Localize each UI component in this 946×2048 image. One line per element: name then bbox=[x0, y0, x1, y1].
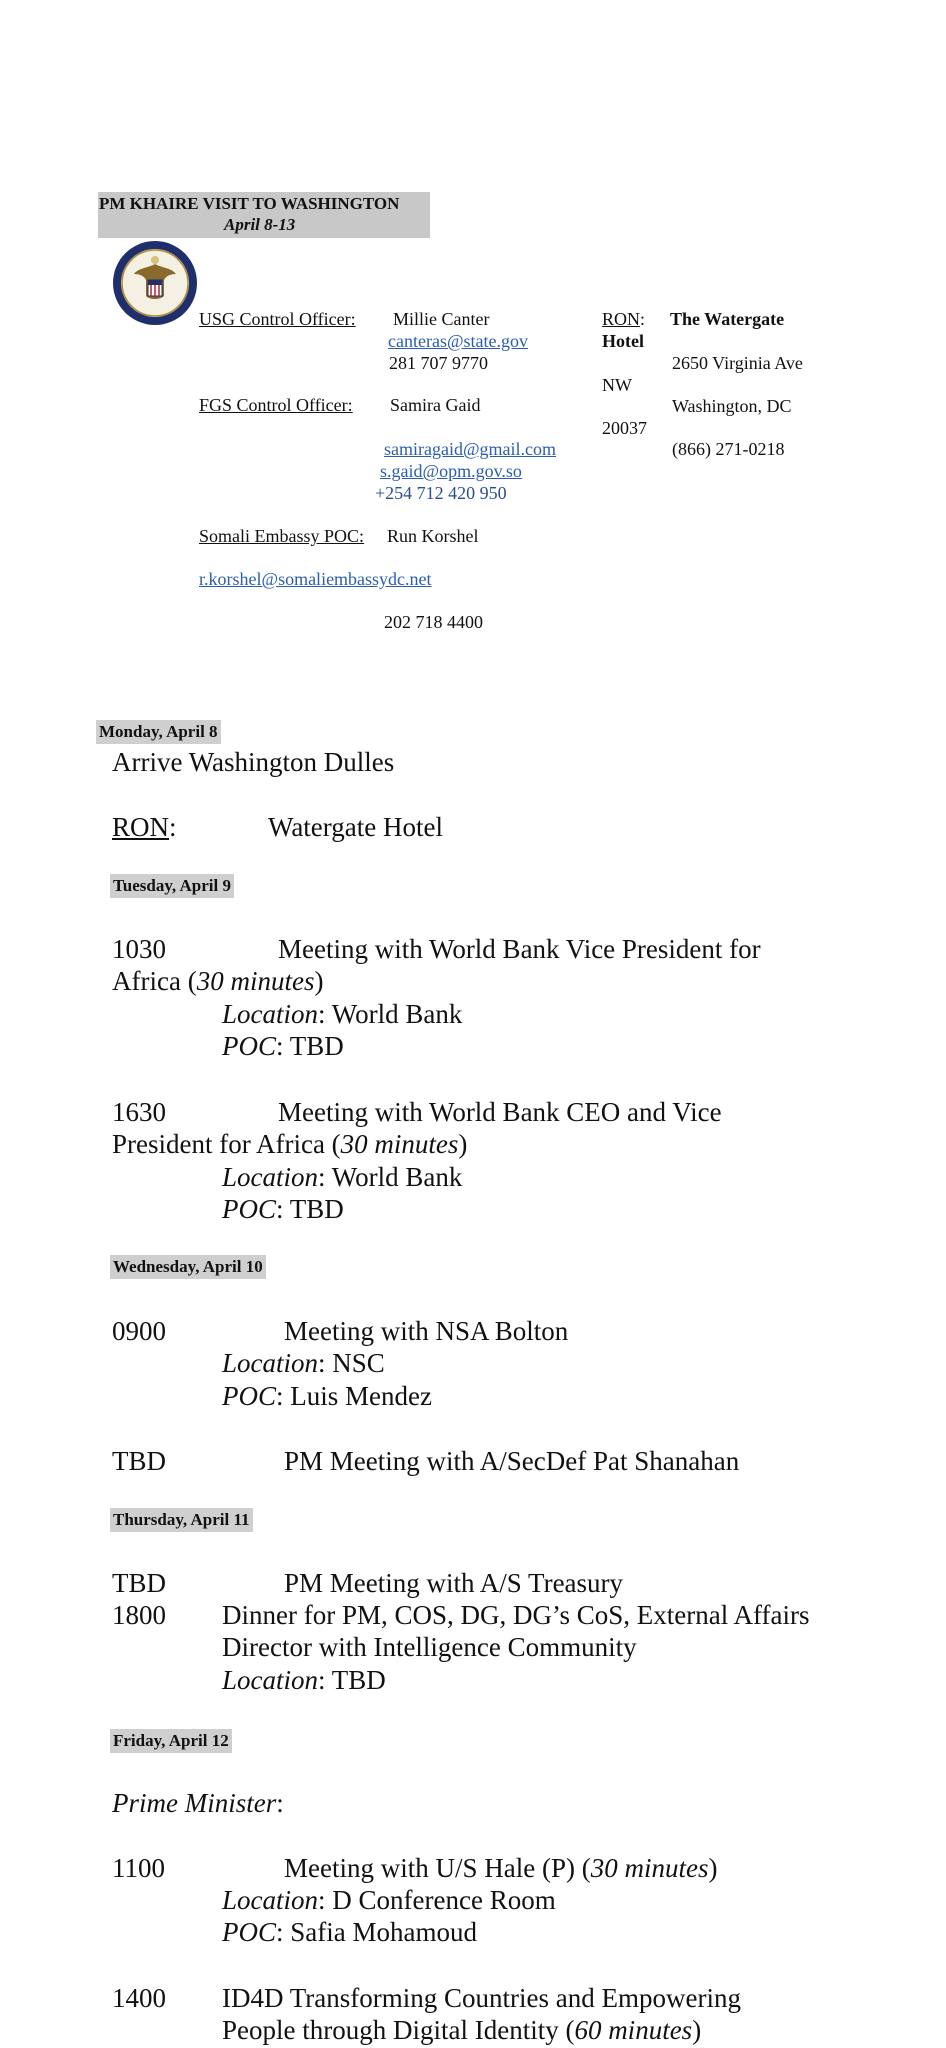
thursday-event-2-title-b: Director with Intelligence Community bbox=[222, 1632, 637, 1662]
friday-heading-colon: : bbox=[276, 1788, 284, 1818]
thursday-event-1-time: TBD bbox=[112, 1568, 166, 1598]
wednesday-event-1-poc bbox=[222, 1381, 432, 1412]
monday-ron-label bbox=[112, 812, 177, 843]
friday-event-2-title-b bbox=[222, 2015, 701, 2046]
tuesday-event-1-time: 1030 bbox=[112, 934, 166, 964]
tuesday-event-1-title-b bbox=[112, 966, 323, 997]
tuesday-event-1-poc bbox=[222, 1031, 344, 1062]
usg-control-officer-name: Millie Canter bbox=[393, 309, 490, 329]
tuesday-event-2-location-value: : World Bank bbox=[318, 1162, 463, 1192]
friday-event-2-duration: 60 minutes bbox=[574, 2015, 693, 2045]
tuesday-event-2-poc bbox=[222, 1194, 344, 1225]
tuesday-event-2-time: 1630 bbox=[112, 1097, 166, 1127]
embassy-poc-name: Run Korshel bbox=[387, 526, 479, 546]
fgs-control-officer-email-1[interactable]: samiragaid@gmail.com bbox=[384, 439, 557, 459]
friday-event-1-poc-label: POC bbox=[222, 1917, 276, 1947]
friday-event-1-title bbox=[284, 1853, 717, 1884]
tuesday-event-1-location-label: Location bbox=[222, 999, 319, 1029]
thursday-event-2-location-label: Location bbox=[222, 1665, 319, 1695]
friday-heading-text: Prime Minister bbox=[112, 1788, 277, 1818]
wednesday-event-2-time: TBD bbox=[112, 1446, 166, 1476]
embassy-poc-email[interactable]: r.korshel@somaliembassydc.net bbox=[199, 569, 432, 589]
tuesday-event-2-duration: 30 minutes bbox=[340, 1129, 459, 1159]
monday-ron-value: Watergate Hotel bbox=[268, 812, 443, 842]
thursday-event-2-title-a: Dinner for PM, COS, DG, DG’s CoS, External Affairs bbox=[222, 1600, 810, 1630]
usg-control-officer-email[interactable]: canteras@state.gov bbox=[388, 331, 529, 351]
wednesday-event-1-poc-label: POC bbox=[222, 1381, 276, 1411]
friday-event-1-title-a: Meeting with U/S Hale (P) ( bbox=[284, 1853, 591, 1883]
tuesday-event-2-location-label: Location bbox=[222, 1162, 319, 1192]
day-heading-monday: Monday, April 8 bbox=[96, 720, 221, 744]
tuesday-event-2-title-c: ) bbox=[458, 1129, 468, 1159]
ron-zip: 20037 bbox=[602, 418, 647, 438]
friday-event-1-location bbox=[222, 1885, 556, 1916]
day-heading-friday: Friday, April 12 bbox=[110, 1729, 232, 1753]
usg-control-officer-label: USG Control Officer: bbox=[199, 309, 356, 329]
tuesday-event-1-title-c: ) bbox=[314, 966, 324, 996]
friday-heading bbox=[112, 1788, 284, 1819]
ron-phone: (866) 271-0218 bbox=[672, 439, 785, 459]
fgs-control-officer-label: FGS Control Officer: bbox=[199, 395, 353, 415]
ron-hotel-name-1: The Watergate bbox=[670, 309, 785, 329]
friday-event-2-title-b-text: People through Digital Identity ( bbox=[222, 2015, 575, 2045]
ron-address-line-2: Washington, DC bbox=[672, 396, 792, 416]
thursday-event-2-location-value: : TBD bbox=[318, 1665, 386, 1695]
day-heading-wednesday: Wednesday, April 10 bbox=[110, 1255, 266, 1279]
thursday-event-1-title: PM Meeting with A/S Treasury bbox=[284, 1568, 624, 1598]
ron-label-colon: : bbox=[640, 309, 646, 329]
friday-event-1-time: 1100 bbox=[112, 1853, 165, 1883]
wednesday-event-1-location-value: : NSC bbox=[318, 1348, 385, 1378]
wednesday-event-1-title: Meeting with NSA Bolton bbox=[284, 1316, 569, 1346]
page-dates: April 8-13 bbox=[224, 215, 296, 234]
tuesday-event-1-location bbox=[222, 999, 462, 1030]
tuesday-event-2-title-a: Meeting with World Bank CEO and Vice bbox=[278, 1097, 722, 1127]
wednesday-event-1-time: 0900 bbox=[112, 1316, 166, 1346]
fgs-control-officer-email-2[interactable]: s.gaid@opm.gov.so bbox=[380, 461, 522, 481]
ron-label: RON bbox=[602, 309, 641, 329]
embassy-poc-label: Somali Embassy POC: bbox=[199, 526, 365, 546]
wednesday-event-1-location bbox=[222, 1348, 385, 1379]
tuesday-event-2-poc-value: : TBD bbox=[276, 1194, 344, 1224]
tuesday-event-1-title-b-text: Africa ( bbox=[112, 966, 197, 996]
fgs-control-officer-phone: +254 712 420 950 bbox=[375, 483, 507, 503]
tuesday-event-1-poc-value: : TBD bbox=[276, 1031, 344, 1061]
monday-ron-label-text: RON bbox=[112, 812, 170, 842]
friday-event-1-location-label: Location bbox=[222, 1885, 319, 1915]
usg-control-officer-phone: 281 707 9770 bbox=[389, 353, 488, 373]
wednesday-event-1-poc-value: : Luis Mendez bbox=[276, 1381, 432, 1411]
friday-event-1-poc-value: : Safia Mohamoud bbox=[276, 1917, 477, 1947]
friday-event-2-title-a: ID4D Transforming Countries and Empowering bbox=[222, 1983, 741, 2013]
ron-address-line-1b: NW bbox=[602, 375, 632, 395]
tuesday-event-1-location-value: : World Bank bbox=[318, 999, 463, 1029]
tuesday-event-2-title-b bbox=[112, 1129, 467, 1160]
tuesday-event-1-title-a: Meeting with World Bank Vice President for bbox=[278, 934, 761, 964]
monday-ron-colon: : bbox=[169, 812, 177, 842]
wednesday-event-1-location-label: Location bbox=[222, 1348, 319, 1378]
thursday-event-2-location bbox=[222, 1665, 386, 1696]
tuesday-event-2-location bbox=[222, 1162, 462, 1193]
thursday-event-2-time: 1800 bbox=[112, 1600, 166, 1630]
fgs-control-officer-name: Samira Gaid bbox=[390, 395, 481, 415]
state-department-seal-icon bbox=[112, 240, 198, 326]
ron-hotel-name-2: Hotel bbox=[602, 331, 644, 351]
embassy-poc-phone: 202 718 4400 bbox=[384, 612, 483, 632]
ron-label-line bbox=[602, 309, 645, 330]
monday-arrive: Arrive Washington Dulles bbox=[112, 747, 395, 777]
friday-event-2-title-c: ) bbox=[692, 2015, 702, 2045]
day-heading-tuesday: Tuesday, April 9 bbox=[110, 874, 234, 898]
friday-event-1-poc bbox=[222, 1917, 477, 1948]
day-heading-thursday: Thursday, April 11 bbox=[110, 1508, 253, 1532]
wednesday-event-2-title: PM Meeting with A/SecDef Pat Shanahan bbox=[284, 1446, 740, 1476]
tuesday-event-2-poc-label: POC bbox=[222, 1194, 276, 1224]
friday-event-1-duration: 30 minutes bbox=[590, 1853, 709, 1883]
tuesday-event-2-title-b-text: President for Africa ( bbox=[112, 1129, 341, 1159]
tuesday-event-1-poc-label: POC bbox=[222, 1031, 276, 1061]
friday-event-2-time: 1400 bbox=[112, 1983, 166, 2013]
tuesday-event-1-duration: 30 minutes bbox=[196, 966, 315, 996]
page-title: PM KHAIRE VISIT TO WASHINGTON bbox=[99, 194, 400, 213]
friday-event-1-location-value: : D Conference Room bbox=[318, 1885, 556, 1915]
friday-event-1-title-c: ) bbox=[708, 1853, 718, 1883]
ron-address-line-1: 2650 Virginia Ave bbox=[672, 353, 803, 373]
